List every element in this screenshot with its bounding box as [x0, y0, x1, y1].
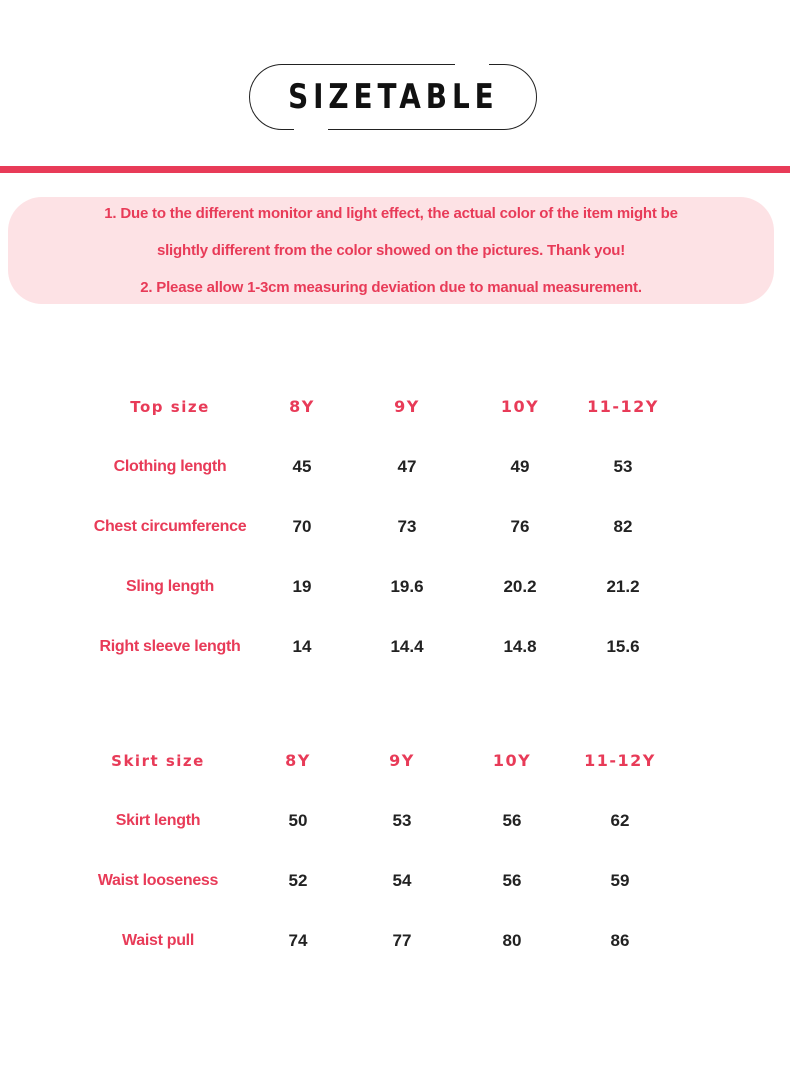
table-title: Skirt size — [111, 752, 205, 770]
row-label: Waist looseness — [97, 872, 219, 889]
table-row — [0, 866, 790, 896]
measurement-value: 50 — [288, 811, 308, 830]
measurement-value: 86 — [610, 931, 630, 950]
measurement-value: 82 — [613, 517, 633, 536]
notice-line-1: 1. Due to the different monitor and light effect, the actual color of the item might be — [104, 205, 678, 222]
divider-bar — [0, 166, 790, 173]
measurement-value: 21.2 — [606, 577, 640, 596]
measurement-value: 77 — [392, 931, 412, 950]
table-row — [0, 512, 790, 542]
measurement-value: 19.6 — [390, 577, 424, 596]
size-header-10y: 10Y — [500, 397, 540, 416]
frame-gap-top — [455, 62, 489, 68]
table-row — [0, 572, 790, 602]
measurement-value: 80 — [502, 931, 522, 950]
measurement-value: 53 — [613, 457, 633, 476]
measurement-value: 49 — [510, 457, 530, 476]
notice-box — [8, 197, 774, 304]
measurement-value: 76 — [510, 517, 530, 536]
title-frame — [249, 64, 537, 130]
size-header-9y: 9Y — [394, 397, 420, 416]
table-row — [0, 926, 790, 956]
row-label: Right sleeve length — [99, 638, 241, 655]
measurement-value: 15.6 — [606, 637, 640, 656]
row-label: Skirt length — [115, 812, 201, 829]
measurement-value: 47 — [397, 457, 417, 476]
measurement-value: 14 — [292, 637, 312, 656]
measurement-value: 62 — [610, 811, 630, 830]
table-header-row — [0, 392, 790, 422]
size-header-9y: 9Y — [389, 751, 415, 770]
page-title: SIZETABLE — [287, 77, 499, 117]
row-label: Sling length — [126, 578, 214, 595]
size-header-11-12y: 11-12Y — [584, 751, 656, 770]
measurement-value: 56 — [502, 811, 522, 830]
measurement-value: 19 — [292, 577, 312, 596]
measurement-value: 73 — [397, 517, 417, 536]
table-row — [0, 632, 790, 662]
measurement-value: 14.8 — [503, 637, 537, 656]
measurement-value: 45 — [292, 457, 312, 476]
notice-line-3: 2. Please allow 1-3cm measuring deviation due to manual measurement. — [140, 279, 642, 296]
size-header-10y: 10Y — [492, 751, 532, 770]
measurement-value: 56 — [502, 871, 522, 890]
size-header-11-12y: 11-12Y — [587, 397, 659, 416]
table-row — [0, 806, 790, 836]
notice-line-2: slightly different from the color showed on the pictures. Thank you! — [156, 242, 626, 259]
row-label: Clothing length — [113, 458, 227, 475]
measurement-value: 54 — [392, 871, 412, 890]
measurement-value: 59 — [610, 871, 630, 890]
measurement-value: 74 — [288, 931, 308, 950]
measurement-value: 14.4 — [390, 637, 424, 656]
table-header-row — [0, 746, 790, 776]
table-title: Top size — [130, 398, 210, 416]
frame-gap-bottom — [294, 126, 328, 132]
table-row — [0, 452, 790, 482]
measurement-value: 70 — [292, 517, 312, 536]
measurement-value: 52 — [288, 871, 308, 890]
row-label: Chest circumference — [93, 518, 247, 535]
measurement-value: 53 — [392, 811, 412, 830]
size-header-8y: 8Y — [289, 397, 315, 416]
size-header-8y: 8Y — [285, 751, 311, 770]
row-label: Waist pull — [122, 932, 194, 949]
measurement-value: 20.2 — [503, 577, 537, 596]
